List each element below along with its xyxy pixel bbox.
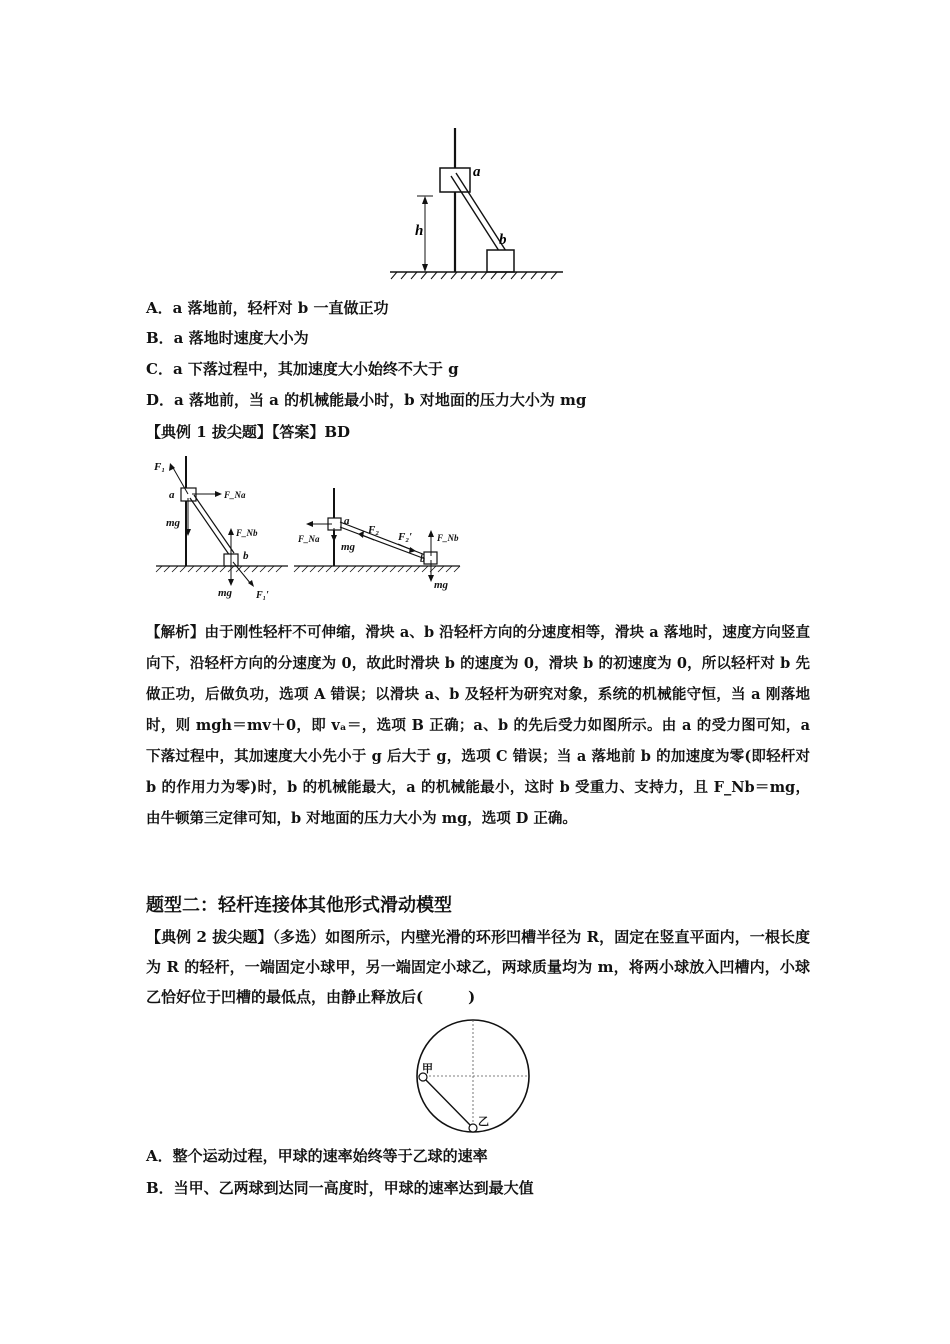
left-label-b: b bbox=[243, 550, 249, 562]
right-label-F2: F₂ bbox=[368, 524, 380, 536]
left-label-a: a bbox=[169, 489, 175, 501]
right-label-mg-b: mg bbox=[434, 579, 449, 591]
section-title: 题型二：轻杆连接体其他形式滑动模型 bbox=[146, 895, 452, 916]
analysis-paragraph: 【解析】由于刚性轻杆不可伸缩，滑块 a、b 沿轻杆方向的分速度相等，滑块 a 落地时，速度方向竖直向下，沿轻杆方向的分速度为 0，故此时滑块 b 的速度为 0，滑块 b 的初速度为 0，所以轻杆对 b 先做正功，后做负功，选项 A 错误；以滑块 a、b 及轻杆为研究对象，系统的机械能守恒，当 a 刚落地时，则 mgh＝mv＋0，即 vₐ＝，选项 B 正确；a、b 的先后受力如图所示。由 a 的受力图可知，a 下落过程中，其加速度大小先小于 g 后大于 g，选项 C 错误；当 a 落地前 b 的加速度为零(即轻杆对 b 的作用力为零)时，b 的机械能最大，a 的机械能最小，这时 b 受重力、支持力，且 F_Nb＝mg，由牛顿第三定律可知，b 对地面的压力大小为 mg，选项 D 正确。 bbox=[146, 624, 810, 827]
left-label-FNb: F_Nb bbox=[236, 528, 258, 538]
fig1-label-h: h bbox=[415, 223, 424, 239]
fig1-label-b: b bbox=[499, 232, 507, 248]
left-label-mg-bottom: mg bbox=[218, 587, 233, 599]
q2-option-b: B．当甲、乙两球到达同一高度时，甲球的速率达到最大值 bbox=[146, 1179, 534, 1197]
answer-line: 【典例 1 拔尖题】【答案】BD bbox=[146, 423, 351, 441]
fig3-label-jia: 甲 bbox=[422, 1062, 433, 1075]
right-label-F2p: F₂′ bbox=[398, 531, 413, 543]
left-label-mg-top: mg bbox=[166, 517, 181, 529]
left-label-FNa: F_Na bbox=[224, 490, 246, 500]
right-label-a: a bbox=[344, 515, 350, 527]
right-label-b: b bbox=[420, 554, 425, 565]
q1-option-b: B．a 落地时速度大小为 bbox=[146, 329, 309, 347]
right-label-mg-a: mg bbox=[341, 541, 356, 553]
figure-ring-groove bbox=[410, 1014, 535, 1139]
figure-force-diagrams bbox=[148, 452, 468, 604]
left-label-F1p: F₁′ bbox=[256, 590, 269, 601]
q2-option-a: A．整个运动过程，甲球的速率始终等于乙球的速率 bbox=[146, 1147, 488, 1165]
fig3-label-yi: 乙 bbox=[478, 1115, 489, 1128]
fig1-label-a: a bbox=[473, 164, 481, 180]
q1-option-c: C．a 下落过程中，其加速度大小始终不大于 g bbox=[146, 360, 459, 378]
left-label-F1: F₁ bbox=[154, 461, 166, 473]
q1-option-a: A．a 落地前，轻杆对 b 一直做正功 bbox=[146, 299, 389, 317]
q1-option-d: D．a 落地前，当 a 的机械能最小时，b 对地面的压力大小为 mg bbox=[146, 391, 587, 409]
right-label-FNb: F_Nb bbox=[437, 533, 459, 543]
figure-rod-sliders bbox=[385, 122, 570, 282]
question-2-text: 【典例 2 拔尖题】（多选）如图所示，内壁光滑的环形凹槽半径为 R，固定在竖直平面内，一根长度为 R 的轻杆，一端固定小球甲，另一端固定小球乙，两球质量均为 m，将两小球放入凹槽内，小球乙恰好位于凹槽的最低点，由静止释放后( ) bbox=[146, 928, 810, 1006]
right-label-FNa: F_Na bbox=[298, 534, 320, 544]
